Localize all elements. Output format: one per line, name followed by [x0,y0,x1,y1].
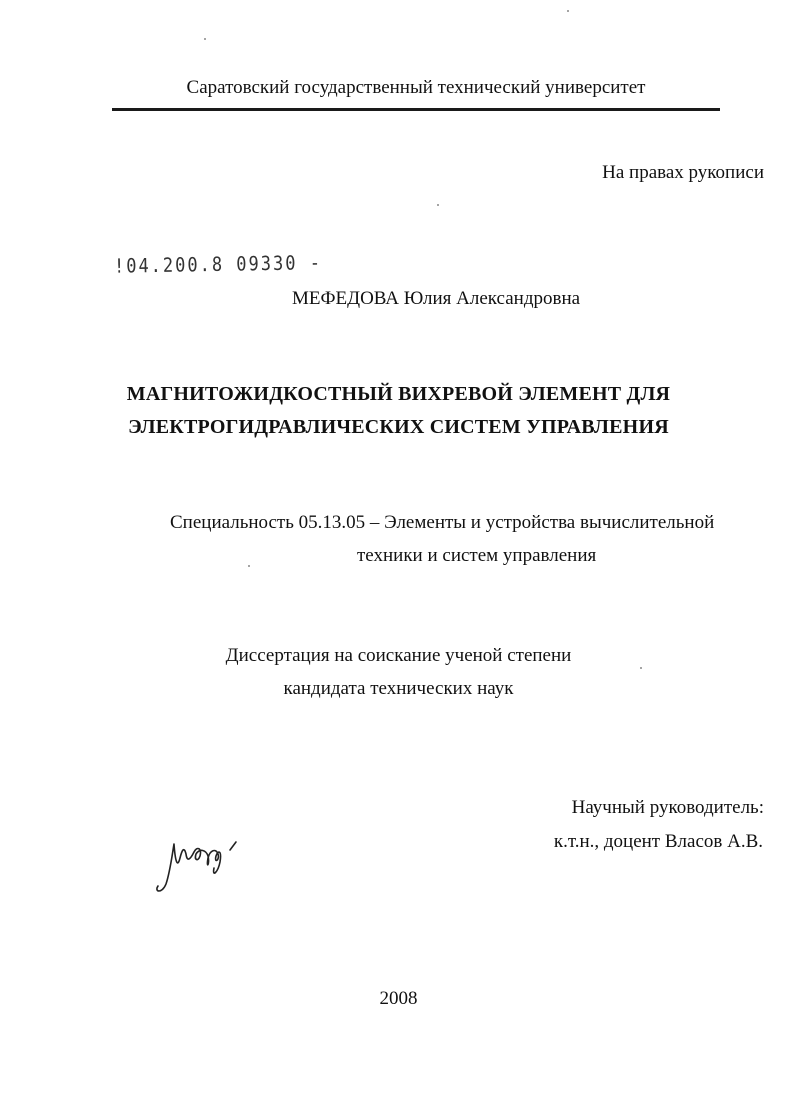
dissertation-line-1: Диссертация на соискание ученой степени [225,645,572,666]
scan-speck [640,667,642,669]
title-line-1: МАГНИТОЖИДКОСТНЫЙ ВИХРЕВОЙ ЭЛЕМЕНТ ДЛЯ [126,383,671,405]
title-line-2: ЭЛЕКТРОГИДРАВЛИЧЕСКИХ СИСТЕМ УПРАВЛЕНИЯ [128,416,669,438]
specialty-line-2: техники и систем управления [357,545,597,566]
handwritten-signature [150,828,250,898]
university-name: Саратовский государственный технический университет [186,77,646,98]
author-name: МЕФЕДОВА Юлия Александровна [292,288,581,309]
scan-speck [204,38,206,40]
dissertation-line-2: кандидата технических наук [283,678,514,699]
year: 2008 [379,988,418,1009]
scan-speck [437,204,439,206]
supervisor-label: Научный руководитель: [571,797,764,818]
header-rule [112,108,720,111]
registration-stamp: !04.200.8 09330 - [113,251,323,279]
supervisor-name: к.т.н., доцент Власов А.В. [553,831,763,852]
dissertation-title [0,378,797,444]
manuscript-rights-note: На правах рукописи [602,162,764,183]
scan-speck [567,10,569,12]
scan-speck [248,565,250,567]
dissertation-statement [0,639,797,705]
specialty-line-1: Специальность 05.13.05 – Элементы и устройства вычислительной [170,512,715,533]
